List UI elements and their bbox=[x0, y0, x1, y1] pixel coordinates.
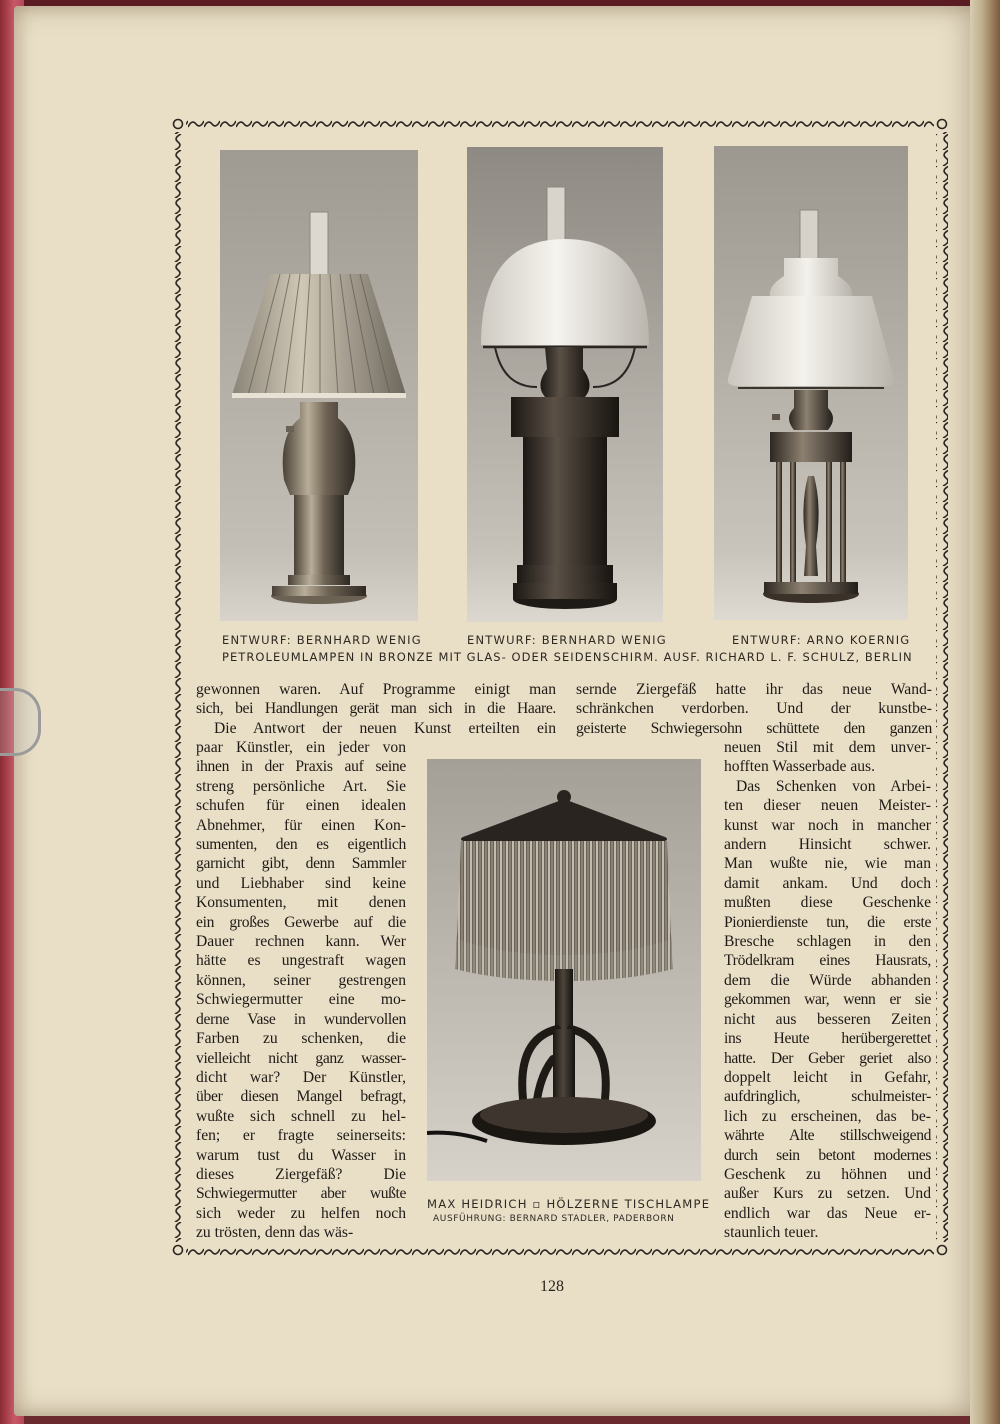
text-line: hätte es ungestraft wagen bbox=[196, 952, 406, 970]
text-line: sumenten, den es eigentlich bbox=[196, 836, 406, 854]
text-line: warum tust du Wasser in bbox=[196, 1146, 406, 1164]
photo-lamp-glass-dome bbox=[467, 147, 663, 622]
text-line: sernde Ziergefäß hatte ihr das neue Wand- bbox=[576, 681, 932, 698]
photo-lamp-pleated-shade bbox=[220, 150, 418, 621]
text-line: und Liebhaber sind keine bbox=[196, 874, 406, 892]
right-column-full-width bbox=[576, 680, 932, 738]
caption-designer-1: ENTWURF: BERNHARD WENIG bbox=[222, 633, 422, 647]
text-line: Das Schenken von Arbei- bbox=[736, 777, 931, 795]
text-line: schränkchen verdorben. Und der kunstbe- bbox=[576, 700, 932, 718]
text-line: kunst war noch in mancher bbox=[724, 816, 931, 834]
caption-petroleum-lamps: PETROLEUMLAMPEN IN BRONZE MIT GLAS- ODER SEIDENSCHIRM. AUSF. RICHARD L. F. SCHULZ, BERLIN bbox=[222, 650, 913, 664]
text-line: wußte sich schnell zu hel- bbox=[196, 1107, 406, 1125]
text-line: gewonnen waren. Auf Programme einigt man bbox=[196, 681, 556, 698]
text-line: endlich war das Neue er- bbox=[724, 1204, 931, 1222]
text-line: Man wußte nie, wie man bbox=[724, 855, 931, 873]
text-line: streng persönliche Art. Sie bbox=[196, 777, 406, 795]
caption-heidrich-execution: AUSFÜHRUNG: BERNARD STADLER, PADERBORN bbox=[433, 1214, 675, 1224]
text-line: dem die Würde abhanden bbox=[724, 971, 931, 989]
text-line: Bresche schlagen in den bbox=[724, 933, 931, 951]
text-line: ten dieser neuen Meister- bbox=[724, 797, 931, 815]
text-line: Pionierdienste tun, die erste bbox=[724, 913, 931, 931]
text-line: zu trösten, denn das wäs- bbox=[196, 1224, 354, 1242]
text-line: Dauer rechnen kann. Wer bbox=[196, 933, 406, 951]
text-line: dicht war? Der Künstler, bbox=[196, 1068, 406, 1086]
text-line: vielleicht nicht ganz wasser- bbox=[196, 1049, 406, 1067]
text-line: Schwiegermutter eine mo- bbox=[196, 991, 406, 1009]
text-line: schufen für einen idealen bbox=[196, 797, 406, 815]
text-line: staunlich teuer. bbox=[724, 1224, 819, 1242]
text-line: nicht aus besseren Zeiten bbox=[724, 1010, 931, 1028]
text-line: fen; er fragte seinerseits: bbox=[196, 1127, 406, 1145]
text-line: über diesen Mangel befragt, bbox=[196, 1088, 406, 1106]
text-line: Die Antwort der neuen Kunst erteilten ein bbox=[214, 719, 556, 737]
text-line: können, seiner gestrengen bbox=[196, 971, 406, 989]
text-line: außer Kurs zu setzen. Und bbox=[724, 1185, 931, 1203]
text-line: sich weder zu helfen noch bbox=[196, 1204, 406, 1222]
caption-designer-3: ENTWURF: ARNO KOERNIG bbox=[732, 633, 911, 647]
text-line: Trödelkram eines Hausrats, bbox=[724, 952, 931, 970]
left-column-full-width bbox=[196, 680, 556, 738]
photo-lamp-column bbox=[714, 146, 908, 620]
text-line: garnicht gibt, denn Sammler bbox=[196, 855, 406, 873]
text-line: aufdringlich, schulmeister- bbox=[724, 1088, 931, 1106]
text-line: Konsumenten, mit denen bbox=[196, 894, 406, 912]
text-line: hatte. Der Geber geriet also bbox=[724, 1049, 931, 1067]
text-line: Schwiegermutter aber wußte bbox=[196, 1185, 406, 1203]
photo-wooden-table-lamp bbox=[427, 759, 701, 1181]
page-number: 128 bbox=[540, 1278, 564, 1295]
text-line: ins Heute herübergerettet bbox=[724, 1030, 931, 1048]
text-line: damit ankam. Und doch bbox=[724, 874, 931, 892]
text-line: ein großes Gewerbe auf die bbox=[196, 913, 406, 931]
text-line: Abnehmer, für einen Kon- bbox=[196, 816, 406, 834]
caption-designer-2: ENTWURF: BERNHARD WENIG bbox=[467, 633, 667, 647]
text-line: paar Künstler, ein jeder von bbox=[196, 739, 406, 756]
text-line: währte Alte stillschweigend bbox=[724, 1127, 931, 1145]
text-line: sich, bei Handlungen gerät man sich in die Haare. bbox=[196, 700, 556, 718]
text-line: derne Vase in wundervollen bbox=[196, 1010, 406, 1028]
text-line: dieses Ziergefäß? Die bbox=[196, 1165, 406, 1183]
text-line: Geschenk zu höhnen und bbox=[724, 1165, 931, 1183]
text-line: mußten diese Geschenke bbox=[724, 894, 931, 912]
text-line: andern Hinsicht schwer. bbox=[724, 836, 931, 854]
paper-clip bbox=[0, 688, 41, 756]
text-line: geisterte Schwiegersohn schüttete den ganzen bbox=[576, 719, 932, 737]
text-line: lich zu erscheinen, das be- bbox=[724, 1107, 931, 1125]
text-line: doppelt leicht in Gefahr, bbox=[724, 1068, 931, 1086]
caption-heidrich-lamp: MAX HEIDRICH ▫ HÖLZERNE TISCHLAMPE bbox=[427, 1197, 711, 1211]
text-line: ihnen in der Praxis auf seine bbox=[196, 758, 406, 776]
page-gutter-edge bbox=[970, 0, 1000, 1424]
text-line: neuen Stil mit dem unver- bbox=[724, 739, 931, 756]
text-line: Farben zu schenken, die bbox=[196, 1030, 406, 1048]
left-column-narrow bbox=[196, 738, 406, 1243]
text-line: gekommen war, wenn er sie bbox=[724, 991, 931, 1009]
right-column-narrow bbox=[724, 738, 931, 1243]
text-line: hofften Wasserbade aus. bbox=[724, 758, 876, 776]
text-line: durch sein betont modernes bbox=[724, 1146, 931, 1164]
